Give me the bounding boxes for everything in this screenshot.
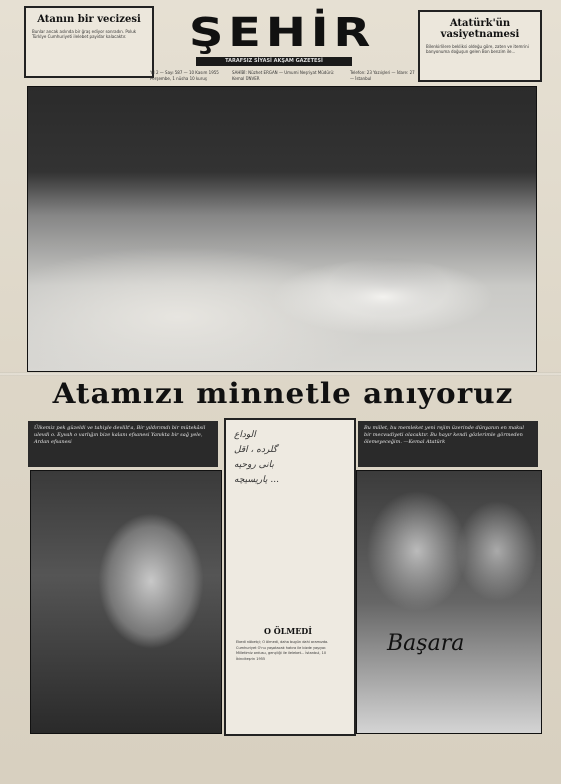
right-quote-box [418,10,542,82]
headline: Atamızı minnetle anıyoruz [52,377,514,410]
left-quote: Ülkemiz pek güzeldi ve tahiyle devlilt'a, Bir yıldırımdı bir mütekâsil ulevdi o. Eyvah o varlığın bize kalanı efsanesi Yanıkta bir sağ yele, Ardan efsanesi [28,421,218,467]
center-column [224,418,356,736]
newspaper-tagline: TARAFSIZ SİYASİ AKŞAM GAZETESİ [196,57,352,66]
main-photo [27,86,537,372]
contact-info: Telefon: 23 Yazıişleri — İdare: 27 — İstanbul [350,70,415,81]
signature: Başara [387,631,465,656]
publisher-info: SAHİBİ: Nüzhet ERGAN — Umumi Neşriyat Müdürü: Kemal ÜNVER [232,70,335,81]
left-box-text: Bunlar ancak aslında bir ğraş ediyor sonradın. Poluk Türklye Cumhuriyeti ilelebet payidar kalacaktır. [32,29,137,39]
right-box-text: Bilenkirlilere bekliksi oldeğu göre, zaten ve itemrini banyonuma doğuşun gelen Bon benzim ile... [426,44,529,54]
newspaper-logo: ŞEHİR [188,10,376,56]
page-fold [0,372,561,376]
right-photo [356,470,542,734]
left-quote-box [24,6,154,78]
issue-info: Yıl 2 — Sayı 587 — 10 Kasım 1955 Perşembe, 1 nüsha 10 kuruş [150,70,219,81]
right-box-title: Atatürk'ün vasiyetnamesi [440,18,520,40]
handwritten-note: الوداع گلرده ، اقل بانی روحیه یاریسیچه ... [234,430,279,485]
center-title: O ÖLMEDİ [264,626,312,636]
right-quote: Bu millet, bu memleket yeni rejim üzerinde dünyanın en makul bir mecvudiyeti olacaktır. Bu hayır kendi gözlerimle görmeden ölemeyeceğim. —Kemal Atatürk [358,421,538,467]
left-box-title: Atanın bir vecizesi [37,14,141,25]
portrait-photo [30,470,222,734]
center-poem: Ebedi nöbetçi; O ölmedi, daha bugün dahi aramızda. Cumhuriyet O'nu yaşatacak hatıra ile bizde yaşıyor. Milletimiz ordusu, gençliği ile ilelebet... İstanbul, 10 İkinciteşrin 1955 [236,640,329,661]
